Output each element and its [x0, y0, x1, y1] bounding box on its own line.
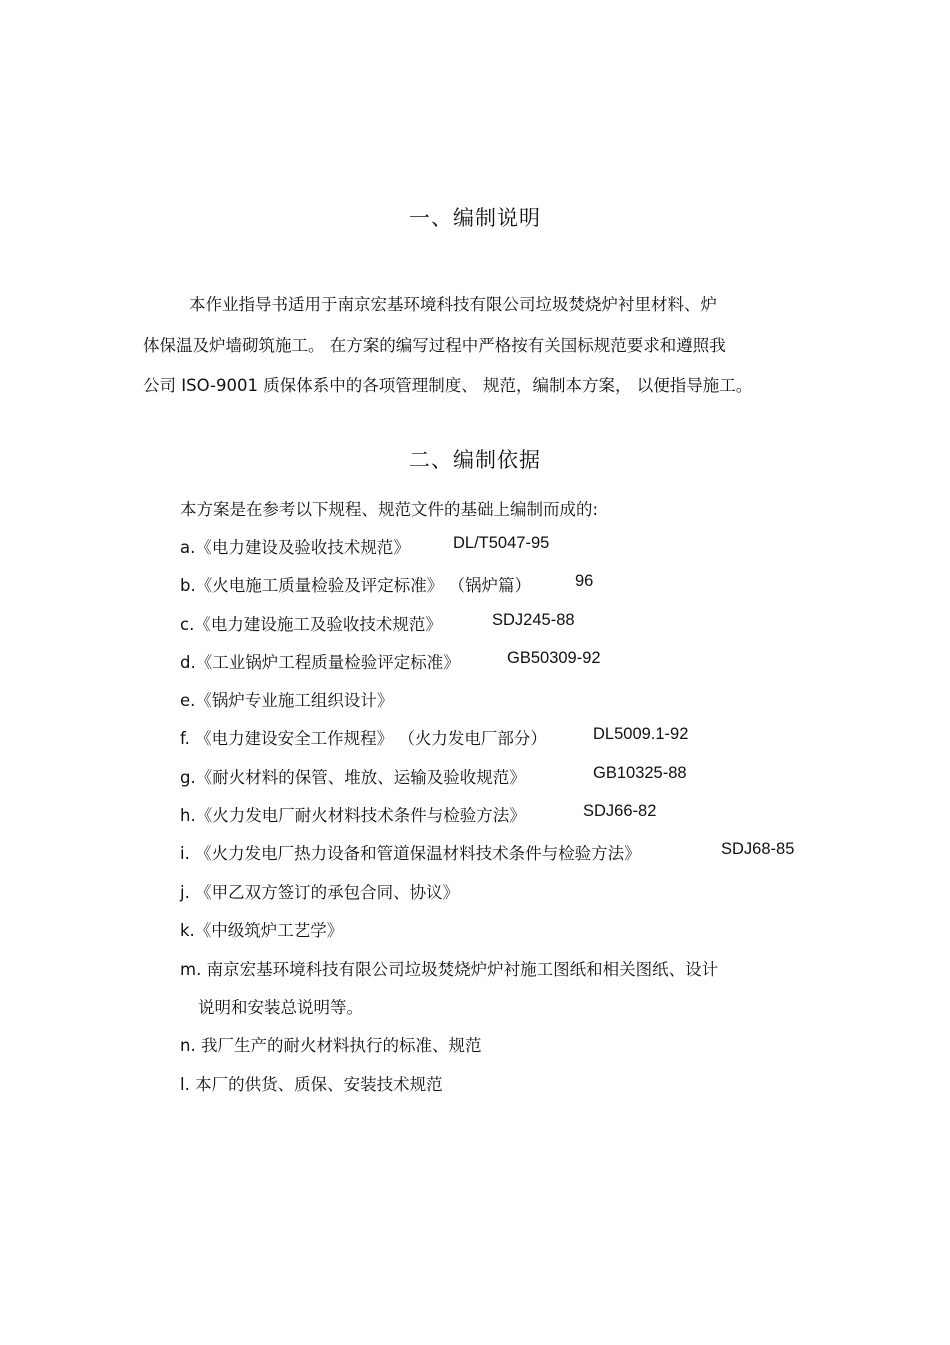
section-heading-explanation: 一、编制说明: [409, 206, 541, 230]
reference-title: k.《中级筑炉工艺学》: [180, 921, 344, 940]
reference-title: b.《火电施工质量检验及评定标准》 （锅炉篇）: [180, 576, 531, 595]
reference-title: j. 《甲乙双方签订的承包合同、协议》: [180, 883, 460, 902]
reference-item: [180, 611, 442, 635]
reference-title: a.《电力建设及验收技术规范》: [180, 538, 410, 557]
reference-code: DL/T5047-95: [453, 534, 550, 552]
reference-item: [180, 840, 641, 864]
reference-title: l. 本厂的供货、质保、安装技术规范: [180, 1075, 443, 1094]
explanation-line-1: 本作业指导书适用于南京宏基环境科技有限公司垃圾焚烧炉衬里材料、炉: [189, 295, 717, 314]
reference-item: [180, 1071, 443, 1095]
reference-code: DL5009.1-92: [593, 725, 689, 743]
reference-continuation: 说明和安装总说明等。: [198, 998, 363, 1017]
reference-code: SDJ66-82: [583, 802, 657, 820]
reference-item: [180, 879, 459, 903]
reference-item: [180, 534, 410, 558]
reference-code: 96: [575, 572, 594, 590]
section-heading-basis: 二、编制依据: [409, 448, 541, 472]
reference-title: e.《锅炉专业施工组织设计》: [180, 691, 394, 710]
reference-code: GB50309-92: [507, 649, 601, 667]
reference-item: [180, 1032, 481, 1056]
reference-item: [180, 725, 547, 749]
reference-item: [180, 764, 526, 788]
reference-code: SDJ68-85: [721, 840, 795, 858]
explanation-line-3: 公司 ISO-9001 质保体系中的各项管理制度、 规范，编制本方案， 以便指导施工。: [143, 376, 753, 395]
reference-title: d.《工业锅炉工程质量检验评定标准》: [180, 653, 460, 672]
reference-code: GB10325-88: [593, 764, 687, 782]
reference-title: i. 《火力发电厂热力设备和管道保温材料技术条件与检验方法》: [180, 844, 641, 863]
reference-title: h.《火力发电厂耐火材料技术条件与检验方法》: [180, 806, 526, 825]
reference-item: [180, 687, 393, 711]
reference-title: m. 南京宏基环境科技有限公司垃圾焚烧炉炉衬施工图纸和相关图纸、设计: [180, 960, 719, 979]
reference-title: c.《电力建设施工及验收技术规范》: [180, 615, 442, 634]
explanation-line-2: 体保温及炉墙砌筑施工。 在方案的编写过程中严格按有关国标规范要求和遵照我: [143, 336, 726, 355]
basis-intro: 本方案是在参考以下规程、规范文件的基础上编制而成的:: [180, 500, 599, 519]
reference-item: [180, 917, 343, 941]
reference-title: g.《耐火材料的保管、堆放、运输及验收规范》: [180, 768, 526, 787]
reference-title: n. 我厂生产的耐火材料执行的标准、规范: [180, 1036, 482, 1055]
reference-code: SDJ245-88: [492, 611, 575, 629]
reference-item: [180, 802, 526, 826]
reference-item: [180, 649, 460, 673]
reference-item: [180, 956, 718, 980]
reference-title: f. 《电力建设安全工作规程》 （火力发电厂部分）: [180, 729, 547, 748]
reference-item: [180, 572, 531, 596]
